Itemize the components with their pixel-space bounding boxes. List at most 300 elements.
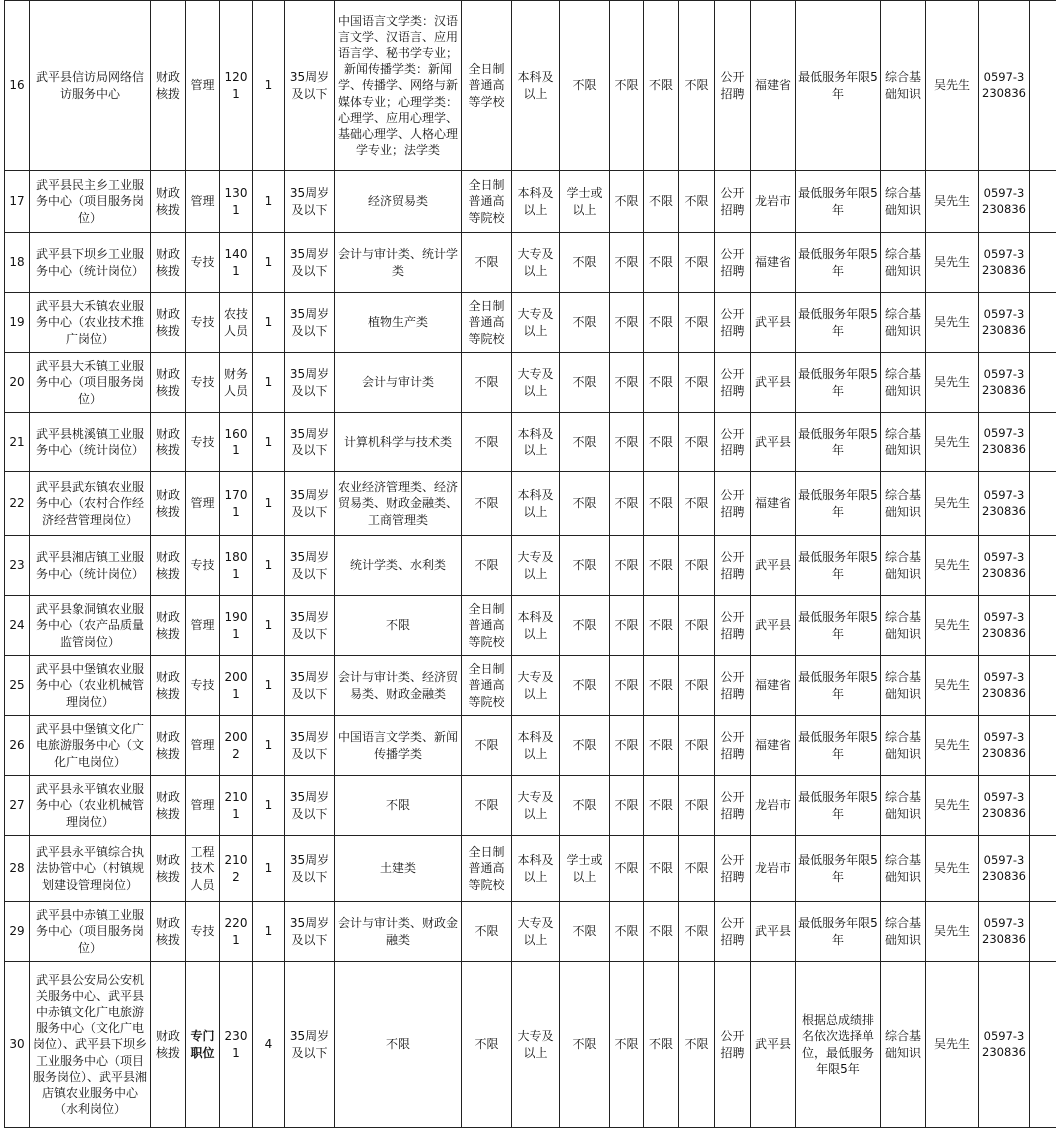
cell-funding: 财政核拨 <box>151 472 186 536</box>
cell-unit: 武平县大禾镇农业服务中心（农业技术推广岗位） <box>30 293 151 353</box>
cell-phone: 0597-3230836 <box>979 716 1030 776</box>
cell-age: 35周岁及以下 <box>285 656 335 716</box>
cell-f2: 不限 <box>644 596 679 656</box>
cell-contact: 吴先生 <box>926 536 979 596</box>
cell-region: 福建省 <box>751 233 796 293</box>
cell-funding: 财政核拨 <box>151 413 186 472</box>
cell-method: 公开招聘 <box>715 596 751 656</box>
cell-region: 武平县 <box>751 293 796 353</box>
cell-code: 2101 <box>220 776 253 836</box>
cell-funding: 财政核拨 <box>151 776 186 836</box>
cell-region: 福建省 <box>751 656 796 716</box>
cell-contact: 吴先生 <box>926 836 979 902</box>
cell-f3: 不限 <box>679 293 715 353</box>
cell-service: 最低服务年限5年 <box>796 233 881 293</box>
cell-education: 大专及以上 <box>512 776 560 836</box>
cell-education: 本科及以上 <box>512 1 560 171</box>
cell-unit: 武平县武东镇农业服务中心（农村合作经济经营管理岗位） <box>30 472 151 536</box>
cell-school: 全日制普通高等院校 <box>462 836 512 902</box>
cell-code: 2301 <box>220 962 253 1128</box>
cell-count: 1 <box>253 171 285 233</box>
cell-category: 专技 <box>186 353 220 413</box>
cell-category: 管理 <box>186 472 220 536</box>
cell-region: 龙岩市 <box>751 836 796 902</box>
cell-phone: 0597-3230836 <box>979 596 1030 656</box>
cell-method: 公开招聘 <box>715 413 751 472</box>
cell-count: 1 <box>253 656 285 716</box>
cell-age: 35周岁及以下 <box>285 171 335 233</box>
cell-code: 2102 <box>220 836 253 902</box>
cell-count: 1 <box>253 472 285 536</box>
cell-region: 武平县 <box>751 596 796 656</box>
cell-exam: 综合基础知识 <box>881 171 926 233</box>
cell-no: 20 <box>5 353 30 413</box>
cell-degree: 不限 <box>560 353 610 413</box>
cell-major: 会计与审计类 <box>335 353 462 413</box>
cell-phone: 0597-3230836 <box>979 233 1030 293</box>
cell-f3: 不限 <box>679 776 715 836</box>
cell-category: 专技 <box>186 902 220 962</box>
cell-major: 土建类 <box>335 836 462 902</box>
cell-f2: 不限 <box>644 1 679 171</box>
cell-empty <box>1030 836 1056 902</box>
cell-region: 福建省 <box>751 716 796 776</box>
cell-no: 17 <box>5 171 30 233</box>
cell-f2: 不限 <box>644 836 679 902</box>
cell-unit: 武平县中赤镇工业服务中心（项目服务岗位） <box>30 902 151 962</box>
cell-method: 公开招聘 <box>715 776 751 836</box>
cell-funding: 财政核拨 <box>151 233 186 293</box>
cell-age: 35周岁及以下 <box>285 962 335 1128</box>
cell-empty <box>1030 716 1056 776</box>
cell-f1: 不限 <box>610 776 644 836</box>
table-row <box>5 902 1056 962</box>
cell-f2: 不限 <box>644 293 679 353</box>
cell-degree: 不限 <box>560 962 610 1128</box>
cell-education: 大专及以上 <box>512 962 560 1128</box>
cell-degree: 不限 <box>560 472 610 536</box>
cell-education: 本科及以上 <box>512 413 560 472</box>
cell-school: 不限 <box>462 776 512 836</box>
cell-method: 公开招聘 <box>715 962 751 1128</box>
cell-category: 管理 <box>186 596 220 656</box>
cell-method: 公开招聘 <box>715 472 751 536</box>
cell-unit: 武平县民主乡工业服务中心（项目服务岗位） <box>30 171 151 233</box>
cell-f1: 不限 <box>610 536 644 596</box>
cell-funding: 财政核拨 <box>151 902 186 962</box>
cell-category: 专技 <box>186 536 220 596</box>
cell-no: 24 <box>5 596 30 656</box>
cell-service: 最低服务年限5年 <box>796 472 881 536</box>
cell-exam: 综合基础知识 <box>881 536 926 596</box>
cell-school: 全日制普通高等院校 <box>462 171 512 233</box>
cell-age: 35周岁及以下 <box>285 353 335 413</box>
cell-f1: 不限 <box>610 1 644 171</box>
cell-method: 公开招聘 <box>715 836 751 902</box>
cell-education: 本科及以上 <box>512 596 560 656</box>
cell-f1: 不限 <box>610 836 644 902</box>
cell-education: 大专及以上 <box>512 353 560 413</box>
cell-code: 2002 <box>220 716 253 776</box>
cell-service: 最低服务年限5年 <box>796 353 881 413</box>
cell-exam: 综合基础知识 <box>881 413 926 472</box>
cell-f1: 不限 <box>610 902 644 962</box>
cell-f2: 不限 <box>644 472 679 536</box>
cell-school: 不限 <box>462 536 512 596</box>
cell-f1: 不限 <box>610 716 644 776</box>
cell-f1: 不限 <box>610 413 644 472</box>
cell-code: 2001 <box>220 656 253 716</box>
cell-region: 福建省 <box>751 472 796 536</box>
cell-funding: 财政核拨 <box>151 962 186 1128</box>
cell-count: 1 <box>253 413 285 472</box>
cell-exam: 综合基础知识 <box>881 962 926 1128</box>
cell-service: 最低服务年限5年 <box>796 776 881 836</box>
cell-count: 1 <box>253 596 285 656</box>
cell-no: 22 <box>5 472 30 536</box>
cell-count: 4 <box>253 962 285 1128</box>
cell-count: 1 <box>253 902 285 962</box>
cell-funding: 财政核拨 <box>151 536 186 596</box>
cell-unit: 武平县下坝乡工业服务中心（统计岗位） <box>30 233 151 293</box>
cell-f3: 不限 <box>679 413 715 472</box>
cell-phone: 0597-3230836 <box>979 413 1030 472</box>
cell-category: 专门职位 <box>186 962 220 1128</box>
cell-contact: 吴先生 <box>926 233 979 293</box>
cell-unit: 武平县永平镇农业服务中心（农业机械管理岗位） <box>30 776 151 836</box>
cell-major: 会计与审计类、经济贸易类、财政金融类 <box>335 656 462 716</box>
cell-unit: 武平县象洞镇农业服务中心（农产品质量监管岗位） <box>30 596 151 656</box>
cell-region: 武平县 <box>751 902 796 962</box>
cell-age: 35周岁及以下 <box>285 1 335 171</box>
cell-no: 18 <box>5 233 30 293</box>
table-row <box>5 836 1056 902</box>
cell-method: 公开招聘 <box>715 536 751 596</box>
cell-phone: 0597-3230836 <box>979 536 1030 596</box>
cell-phone: 0597-3230836 <box>979 472 1030 536</box>
cell-region: 龙岩市 <box>751 776 796 836</box>
cell-service: 最低服务年限5年 <box>796 293 881 353</box>
cell-f3: 不限 <box>679 171 715 233</box>
cell-no: 23 <box>5 536 30 596</box>
cell-unit: 武平县桃溪镇工业服务中心（统计岗位） <box>30 413 151 472</box>
cell-category: 专技 <box>186 233 220 293</box>
cell-school: 全日制普通高等院校 <box>462 596 512 656</box>
cell-school: 不限 <box>462 472 512 536</box>
cell-method: 公开招聘 <box>715 656 751 716</box>
table-row <box>5 413 1056 472</box>
cell-major: 经济贸易类 <box>335 171 462 233</box>
cell-empty <box>1030 776 1056 836</box>
cell-f3: 不限 <box>679 472 715 536</box>
cell-empty <box>1030 353 1056 413</box>
cell-school: 全日制普通高等学校 <box>462 1 512 171</box>
table-row <box>5 293 1056 353</box>
cell-f2: 不限 <box>644 536 679 596</box>
cell-age: 35周岁及以下 <box>285 716 335 776</box>
cell-contact: 吴先生 <box>926 171 979 233</box>
cell-service: 最低服务年限5年 <box>796 413 881 472</box>
cell-method: 公开招聘 <box>715 171 751 233</box>
cell-degree: 不限 <box>560 716 610 776</box>
cell-method: 公开招聘 <box>715 233 751 293</box>
cell-service: 最低服务年限5年 <box>796 836 881 902</box>
table-row <box>5 1 1056 171</box>
cell-region: 武平县 <box>751 962 796 1128</box>
cell-phone: 0597-3230836 <box>979 293 1030 353</box>
cell-empty <box>1030 472 1056 536</box>
cell-exam: 综合基础知识 <box>881 233 926 293</box>
cell-exam: 综合基础知识 <box>881 353 926 413</box>
cell-method: 公开招聘 <box>715 353 751 413</box>
cell-school: 不限 <box>462 716 512 776</box>
cell-f3: 不限 <box>679 656 715 716</box>
cell-age: 35周岁及以下 <box>285 413 335 472</box>
cell-school: 全日制普通高等院校 <box>462 293 512 353</box>
cell-category: 专技 <box>186 656 220 716</box>
cell-no: 21 <box>5 413 30 472</box>
cell-region: 龙岩市 <box>751 171 796 233</box>
cell-f2: 不限 <box>644 962 679 1128</box>
cell-exam: 综合基础知识 <box>881 293 926 353</box>
cell-f2: 不限 <box>644 353 679 413</box>
cell-f3: 不限 <box>679 902 715 962</box>
cell-phone: 0597-3230836 <box>979 962 1030 1128</box>
cell-f3: 不限 <box>679 836 715 902</box>
table-row <box>5 536 1056 596</box>
cell-exam: 综合基础知识 <box>881 902 926 962</box>
cell-phone: 0597-3230836 <box>979 171 1030 233</box>
cell-category: 专技 <box>186 413 220 472</box>
cell-no: 25 <box>5 656 30 716</box>
cell-count: 1 <box>253 536 285 596</box>
cell-funding: 财政核拨 <box>151 836 186 902</box>
table-row <box>5 962 1056 1128</box>
cell-empty <box>1030 536 1056 596</box>
cell-age: 35周岁及以下 <box>285 776 335 836</box>
cell-school: 全日制普通高等院校 <box>462 656 512 716</box>
cell-funding: 财政核拨 <box>151 171 186 233</box>
cell-code: 1401 <box>220 233 253 293</box>
cell-f1: 不限 <box>610 171 644 233</box>
table-row <box>5 656 1056 716</box>
cell-count: 1 <box>253 716 285 776</box>
cell-unit: 武平县大禾镇工业服务中心（项目服务岗位） <box>30 353 151 413</box>
cell-empty <box>1030 1 1056 171</box>
cell-f2: 不限 <box>644 413 679 472</box>
cell-code: 2201 <box>220 902 253 962</box>
recruitment-table <box>4 0 1056 1128</box>
cell-f2: 不限 <box>644 171 679 233</box>
cell-funding: 财政核拨 <box>151 1 186 171</box>
table-row <box>5 353 1056 413</box>
cell-category: 管理 <box>186 1 220 171</box>
cell-f3: 不限 <box>679 536 715 596</box>
table-row <box>5 776 1056 836</box>
cell-category: 管理 <box>186 716 220 776</box>
cell-no: 16 <box>5 1 30 171</box>
cell-contact: 吴先生 <box>926 413 979 472</box>
table-row <box>5 596 1056 656</box>
cell-code: 1601 <box>220 413 253 472</box>
cell-code: 1801 <box>220 536 253 596</box>
cell-f1: 不限 <box>610 293 644 353</box>
cell-education: 本科及以上 <box>512 836 560 902</box>
cell-no: 26 <box>5 716 30 776</box>
cell-f3: 不限 <box>679 596 715 656</box>
cell-service: 最低服务年限5年 <box>796 171 881 233</box>
cell-exam: 综合基础知识 <box>881 776 926 836</box>
cell-unit: 武平县信访局网络信访服务中心 <box>30 1 151 171</box>
cell-count: 1 <box>253 1 285 171</box>
cell-service: 最低服务年限5年 <box>796 716 881 776</box>
cell-major: 中国语言文学类：汉语言文学、汉语言、应用语言学、秘书学专业；新闻传播学类：新闻学、传播学、网络与新媒体专业；心理学类：心理学、应用心理学、基础心理学、人格心理学专业；法学类 <box>335 1 462 171</box>
cell-education: 本科及以上 <box>512 716 560 776</box>
cell-category: 管理 <box>186 171 220 233</box>
cell-exam: 综合基础知识 <box>881 596 926 656</box>
cell-age: 35周岁及以下 <box>285 536 335 596</box>
cell-education: 大专及以上 <box>512 902 560 962</box>
cell-school: 不限 <box>462 962 512 1128</box>
cell-method: 公开招聘 <box>715 902 751 962</box>
cell-category: 管理 <box>186 776 220 836</box>
cell-school: 不限 <box>462 353 512 413</box>
table-row <box>5 716 1056 776</box>
cell-f2: 不限 <box>644 902 679 962</box>
table-row <box>5 233 1056 293</box>
cell-unit: 武平县中堡镇农业服务中心（农业机械管理岗位） <box>30 656 151 716</box>
cell-f1: 不限 <box>610 472 644 536</box>
cell-service: 最低服务年限5年 <box>796 656 881 716</box>
cell-age: 35周岁及以下 <box>285 293 335 353</box>
cell-f1: 不限 <box>610 233 644 293</box>
cell-degree: 不限 <box>560 233 610 293</box>
cell-education: 大专及以上 <box>512 293 560 353</box>
cell-major: 中国语言文学类、新闻传播学类 <box>335 716 462 776</box>
cell-count: 1 <box>253 776 285 836</box>
cell-empty <box>1030 171 1056 233</box>
cell-empty <box>1030 233 1056 293</box>
cell-major: 不限 <box>335 596 462 656</box>
cell-empty <box>1030 656 1056 716</box>
cell-code: 1701 <box>220 472 253 536</box>
cell-exam: 综合基础知识 <box>881 472 926 536</box>
cell-contact: 吴先生 <box>926 716 979 776</box>
cell-age: 35周岁及以下 <box>285 836 335 902</box>
cell-contact: 吴先生 <box>926 472 979 536</box>
cell-code: 1301 <box>220 171 253 233</box>
cell-school: 不限 <box>462 413 512 472</box>
cell-degree: 不限 <box>560 293 610 353</box>
cell-funding: 财政核拨 <box>151 596 186 656</box>
cell-age: 35周岁及以下 <box>285 472 335 536</box>
cell-service: 最低服务年限5年 <box>796 536 881 596</box>
cell-degree: 不限 <box>560 1 610 171</box>
cell-exam: 综合基础知识 <box>881 716 926 776</box>
cell-service: 最低服务年限5年 <box>796 596 881 656</box>
cell-method: 公开招聘 <box>715 1 751 171</box>
cell-no: 30 <box>5 962 30 1128</box>
cell-category: 专技 <box>186 293 220 353</box>
cell-f2: 不限 <box>644 716 679 776</box>
cell-no: 27 <box>5 776 30 836</box>
cell-empty <box>1030 413 1056 472</box>
cell-degree: 不限 <box>560 656 610 716</box>
cell-contact: 吴先生 <box>926 902 979 962</box>
cell-major: 不限 <box>335 962 462 1128</box>
cell-method: 公开招聘 <box>715 293 751 353</box>
cell-funding: 财政核拨 <box>151 353 186 413</box>
cell-major: 会计与审计类、统计学类 <box>335 233 462 293</box>
cell-degree: 不限 <box>560 902 610 962</box>
cell-phone: 0597-3230836 <box>979 656 1030 716</box>
cell-degree: 不限 <box>560 596 610 656</box>
cell-no: 29 <box>5 902 30 962</box>
cell-empty <box>1030 962 1056 1128</box>
cell-major: 计算机科学与技术类 <box>335 413 462 472</box>
cell-age: 35周岁及以下 <box>285 596 335 656</box>
cell-no: 28 <box>5 836 30 902</box>
cell-funding: 财政核拨 <box>151 716 186 776</box>
cell-region: 武平县 <box>751 413 796 472</box>
cell-degree: 不限 <box>560 776 610 836</box>
cell-major: 统计学类、水利类 <box>335 536 462 596</box>
cell-f2: 不限 <box>644 776 679 836</box>
cell-education: 大专及以上 <box>512 536 560 596</box>
cell-exam: 综合基础知识 <box>881 1 926 171</box>
cell-unit: 武平县永平镇综合执法协管中心（村镇规划建设管理岗位） <box>30 836 151 902</box>
cell-f3: 不限 <box>679 962 715 1128</box>
cell-region: 武平县 <box>751 536 796 596</box>
cell-age: 35周岁及以下 <box>285 233 335 293</box>
cell-count: 1 <box>253 293 285 353</box>
cell-education: 大专及以上 <box>512 233 560 293</box>
cell-f2: 不限 <box>644 656 679 716</box>
cell-f1: 不限 <box>610 656 644 716</box>
cell-region: 武平县 <box>751 353 796 413</box>
cell-empty <box>1030 902 1056 962</box>
cell-f3: 不限 <box>679 353 715 413</box>
cell-f3: 不限 <box>679 1 715 171</box>
cell-empty <box>1030 293 1056 353</box>
cell-education: 本科及以上 <box>512 472 560 536</box>
cell-empty <box>1030 596 1056 656</box>
cell-degree: 学士或以上 <box>560 836 610 902</box>
cell-f2: 不限 <box>644 233 679 293</box>
cell-code: 1201 <box>220 1 253 171</box>
cell-code: 农技人员 <box>220 293 253 353</box>
cell-f1: 不限 <box>610 353 644 413</box>
cell-no: 19 <box>5 293 30 353</box>
cell-contact: 吴先生 <box>926 1 979 171</box>
cell-education: 本科及以上 <box>512 171 560 233</box>
cell-funding: 财政核拨 <box>151 656 186 716</box>
cell-phone: 0597-3230836 <box>979 836 1030 902</box>
cell-school: 不限 <box>462 233 512 293</box>
cell-contact: 吴先生 <box>926 962 979 1128</box>
cell-major: 农业经济管理类、经济贸易类、财政金融类、工商管理类 <box>335 472 462 536</box>
cell-unit: 武平县中堡镇文化广电旅游服务中心（文化广电岗位） <box>30 716 151 776</box>
cell-major: 会计与审计类、财政金融类 <box>335 902 462 962</box>
cell-f1: 不限 <box>610 596 644 656</box>
cell-f3: 不限 <box>679 233 715 293</box>
cell-f1: 不限 <box>610 962 644 1128</box>
cell-funding: 财政核拨 <box>151 293 186 353</box>
cell-contact: 吴先生 <box>926 293 979 353</box>
cell-f3: 不限 <box>679 716 715 776</box>
cell-count: 1 <box>253 353 285 413</box>
cell-phone: 0597-3230836 <box>979 353 1030 413</box>
